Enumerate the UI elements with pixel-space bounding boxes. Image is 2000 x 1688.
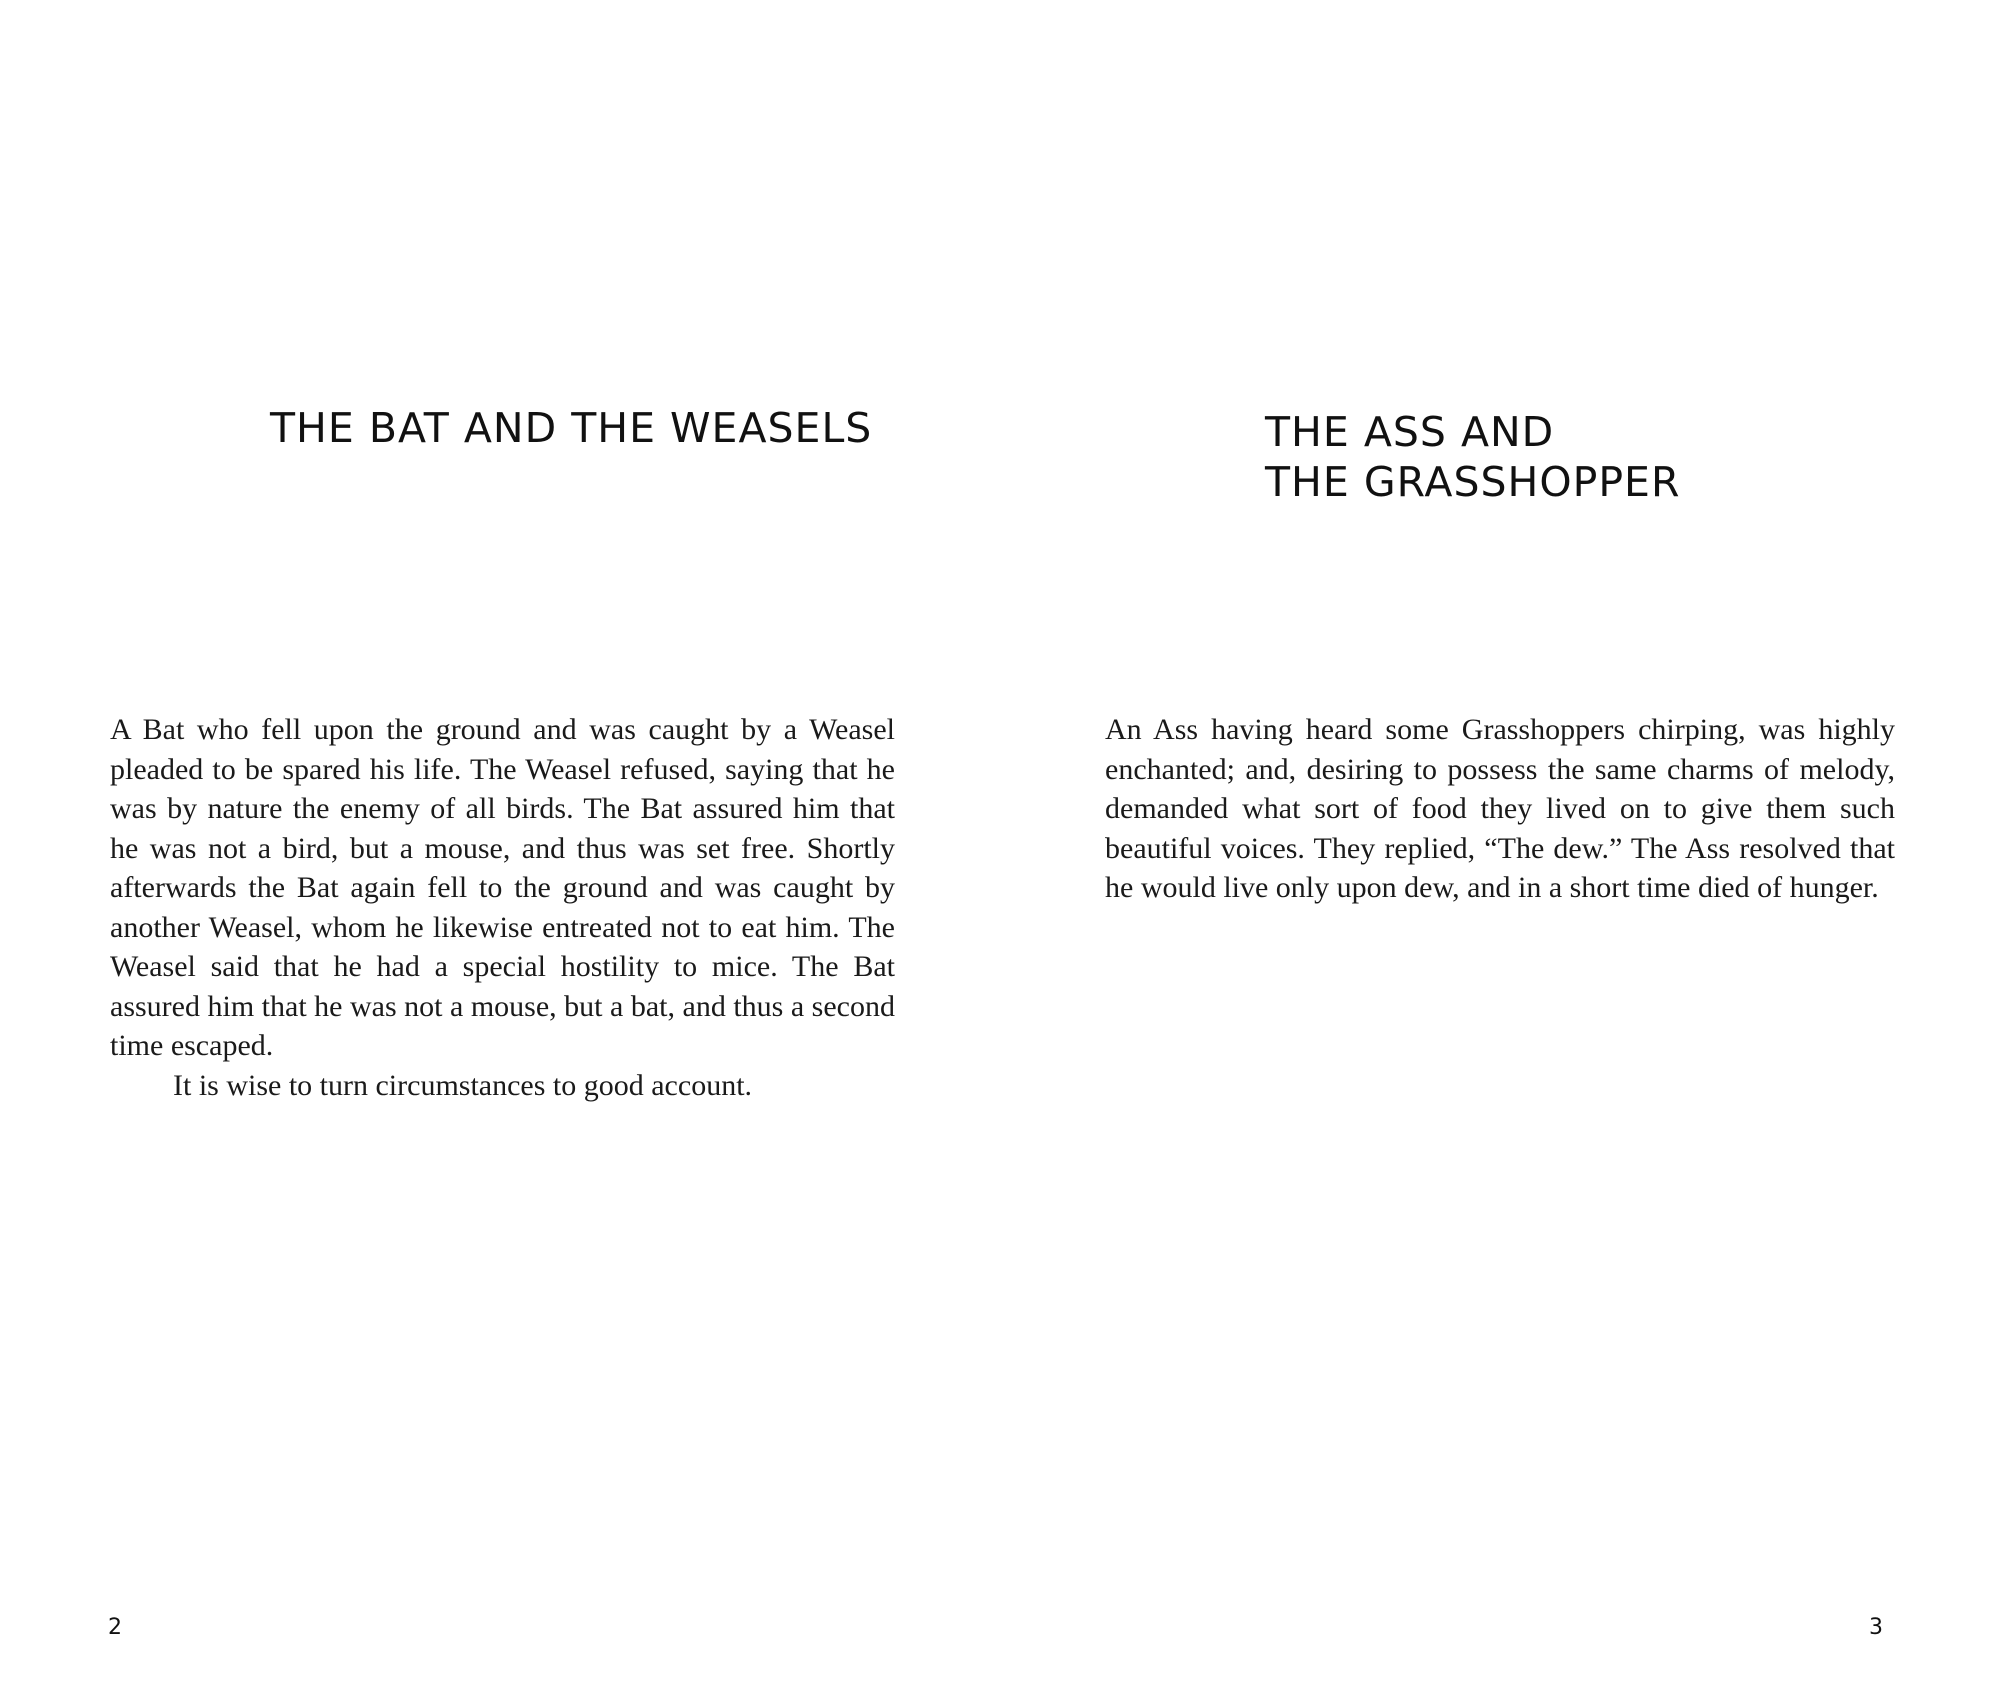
page-number: 3 <box>1869 1615 1883 1640</box>
fable-body <box>110 710 895 1105</box>
fable-title-line: THE GRASSHOPPER <box>1265 458 1681 506</box>
right-page <box>1000 0 2000 1688</box>
page-number: 2 <box>108 1615 122 1640</box>
fable-title-line: THE ASS AND <box>1265 408 1555 456</box>
fable-paragraph: An Ass having heard some Grasshoppers chirping, was highly enchanted; and, desiring to possess the same charms of melody, demanded what sort of food they lived on to give them such beautiful voices. They replied, “The dew.” The Ass resolved that he would live only upon dew, and in a short time died of hunger. <box>1105 713 1895 904</box>
fable-title <box>1265 407 1680 507</box>
fable-title: THE BAT AND THE WEASELS <box>270 404 873 452</box>
fable-moral: It is wise to turn circumstances to good account. <box>173 1068 753 1102</box>
fable-paragraph: A Bat who fell upon the ground and was caught by a Weasel pleaded to be spared his life. The Weasel refused, saying that he was by nature the enemy of all birds. The Bat assured him that he was not a bird, but a mouse, and thus was set free. Shortly afterwards the Bat again fell to the ground and was caught by another Weasel, whom he likewise entreated not to eat him. The Weasel said that he had a special hostility to mice. The Bat assured him that he was not a mouse, but a bat, and thus a second time escaped. <box>110 713 895 1062</box>
fable-body <box>1105 710 1895 908</box>
